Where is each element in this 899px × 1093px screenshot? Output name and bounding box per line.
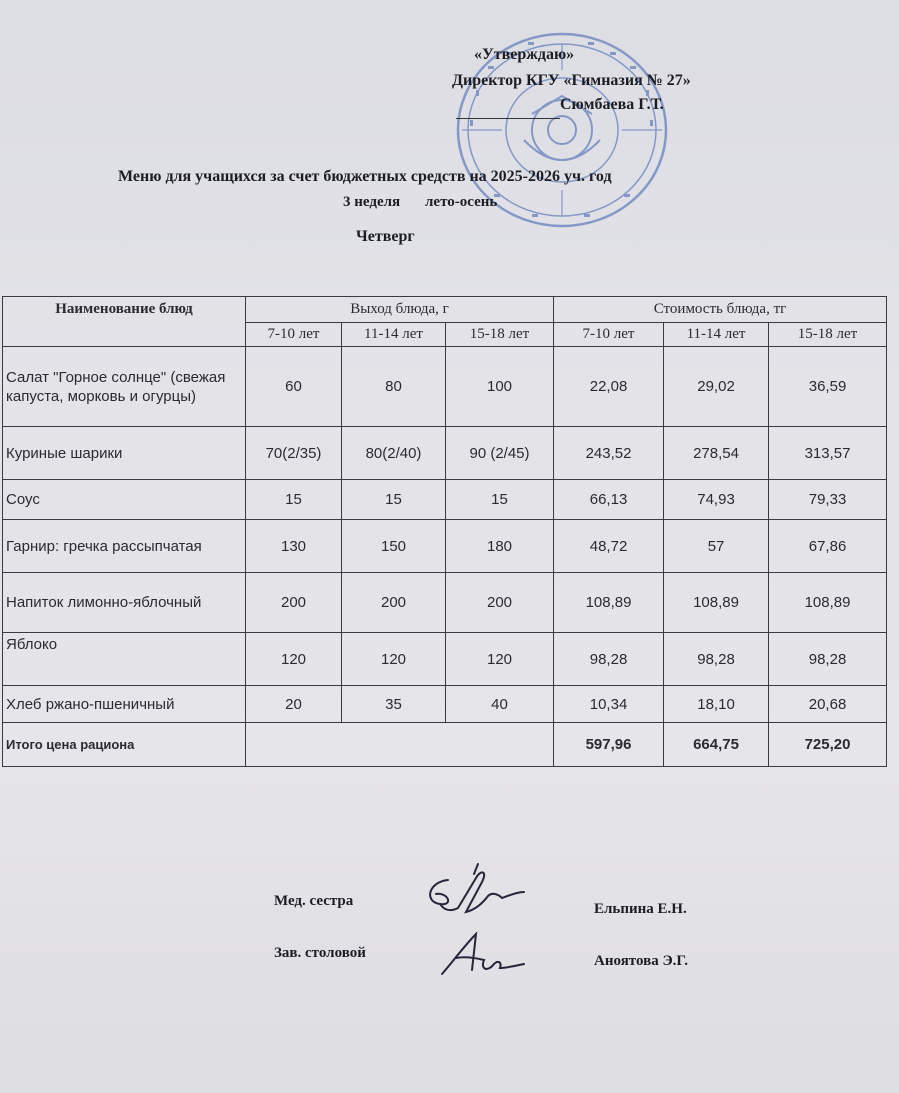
- page-title: Меню для учащихся за счет бюджетных средств на 2025-2026 уч. год: [118, 168, 612, 185]
- table-cell: 200: [342, 573, 446, 633]
- canteen-head-signature: [436, 930, 526, 980]
- table-cell: 10,34: [554, 686, 664, 723]
- dish-name: Соус: [3, 480, 246, 520]
- table-row: [3, 633, 887, 686]
- table-cell: 180: [446, 520, 554, 573]
- table-cell: 100: [446, 347, 554, 427]
- table-cell: 130: [246, 520, 342, 573]
- table-cell: 35: [342, 686, 446, 723]
- table-cell: 66,13: [554, 480, 664, 520]
- total-label: Итого цена рациона: [3, 723, 246, 767]
- table-cell: 20,68: [769, 686, 887, 723]
- header-output: Выход блюда, г: [246, 297, 554, 323]
- day-label: Четверг: [356, 228, 415, 245]
- table-cell: 243,52: [554, 427, 664, 480]
- age-group-header: 11-14 лет: [664, 323, 769, 347]
- table-cell: 90 (2/45): [446, 427, 554, 480]
- table-cell: 313,57: [769, 427, 887, 480]
- age-group-header: 7-10 лет: [554, 323, 664, 347]
- table-cell: 22,08: [554, 347, 664, 427]
- table-cell: 79,33: [769, 480, 887, 520]
- table-row: [3, 347, 887, 427]
- nurse-name: Ельпина Е.Н.: [594, 901, 687, 917]
- table-cell: 200: [446, 573, 554, 633]
- nurse-signature: [418, 858, 528, 924]
- dish-name: Напиток лимонно-яблочный: [3, 573, 246, 633]
- season-label: лето-осень: [425, 194, 498, 210]
- table-cell: 108,89: [554, 573, 664, 633]
- nurse-label: Мед. сестра: [274, 893, 354, 909]
- table-cell: 98,28: [769, 633, 887, 686]
- table-cell: 98,28: [664, 633, 769, 686]
- table-cell: 70(2/35): [246, 427, 342, 480]
- total-empty-cell: [246, 723, 554, 767]
- age-group-header: 7-10 лет: [246, 323, 342, 347]
- dish-name: Куриные шарики: [3, 427, 246, 480]
- table-cell: 108,89: [769, 573, 887, 633]
- age-group-header: 15-18 лет: [769, 323, 887, 347]
- menu-table: [2, 296, 887, 767]
- table-cell: 150: [342, 520, 446, 573]
- table-cell: 40: [446, 686, 554, 723]
- table-row: [3, 520, 887, 573]
- table-row: [3, 480, 887, 520]
- table-cell: 15: [446, 480, 554, 520]
- table-cell: 29,02: [664, 347, 769, 427]
- total-row: [3, 723, 887, 767]
- table-cell: 120: [342, 633, 446, 686]
- table-cell: 98,28: [554, 633, 664, 686]
- table-cell: 120: [246, 633, 342, 686]
- table-row: [3, 573, 887, 633]
- dish-name: Салат "Горное солнце" (свежая капуста, морковь и огурцы): [3, 347, 246, 427]
- canteen-head-name: Аноятова Э.Г.: [594, 953, 688, 969]
- director-name: Сюмбаева Г.Т.: [560, 96, 664, 113]
- dish-name: Гарнир: гречка рассыпчатая: [3, 520, 246, 573]
- header-cost: Стоимость блюда, тг: [554, 297, 887, 323]
- table-cell: 108,89: [664, 573, 769, 633]
- table-cell: 60: [246, 347, 342, 427]
- table-cell: 18,10: [664, 686, 769, 723]
- director-line: Директор КГУ «Гимназия № 27»: [452, 72, 691, 89]
- age-group-header: 15-18 лет: [446, 323, 554, 347]
- director-signature-line: [456, 118, 560, 119]
- total-value: 725,20: [769, 723, 887, 767]
- dish-name: Яблоко: [3, 633, 246, 686]
- table-cell: 48,72: [554, 520, 664, 573]
- table-cell: 36,59: [769, 347, 887, 427]
- canteen-head-label: Зав. столовой: [274, 945, 366, 961]
- age-group-header: 11-14 лет: [342, 323, 446, 347]
- table-cell: 67,86: [769, 520, 887, 573]
- table-row: [3, 686, 887, 723]
- table-cell: 80: [342, 347, 446, 427]
- table-cell: 57: [664, 520, 769, 573]
- table-cell: 20: [246, 686, 342, 723]
- total-value: 664,75: [664, 723, 769, 767]
- total-value: 597,96: [554, 723, 664, 767]
- table-cell: 15: [246, 480, 342, 520]
- table-cell: 278,54: [664, 427, 769, 480]
- table-row: [3, 427, 887, 480]
- dish-name: Хлеб ржано-пшеничный: [3, 686, 246, 723]
- table-cell: 80(2/40): [342, 427, 446, 480]
- table-cell: 74,93: [664, 480, 769, 520]
- header-dish-name: Наименование блюд: [3, 297, 246, 347]
- table-cell: 15: [342, 480, 446, 520]
- approval-heading: «Утверждаю»: [474, 46, 575, 63]
- table-cell: 200: [246, 573, 342, 633]
- week-label: 3 неделя: [343, 194, 401, 210]
- table-cell: 120: [446, 633, 554, 686]
